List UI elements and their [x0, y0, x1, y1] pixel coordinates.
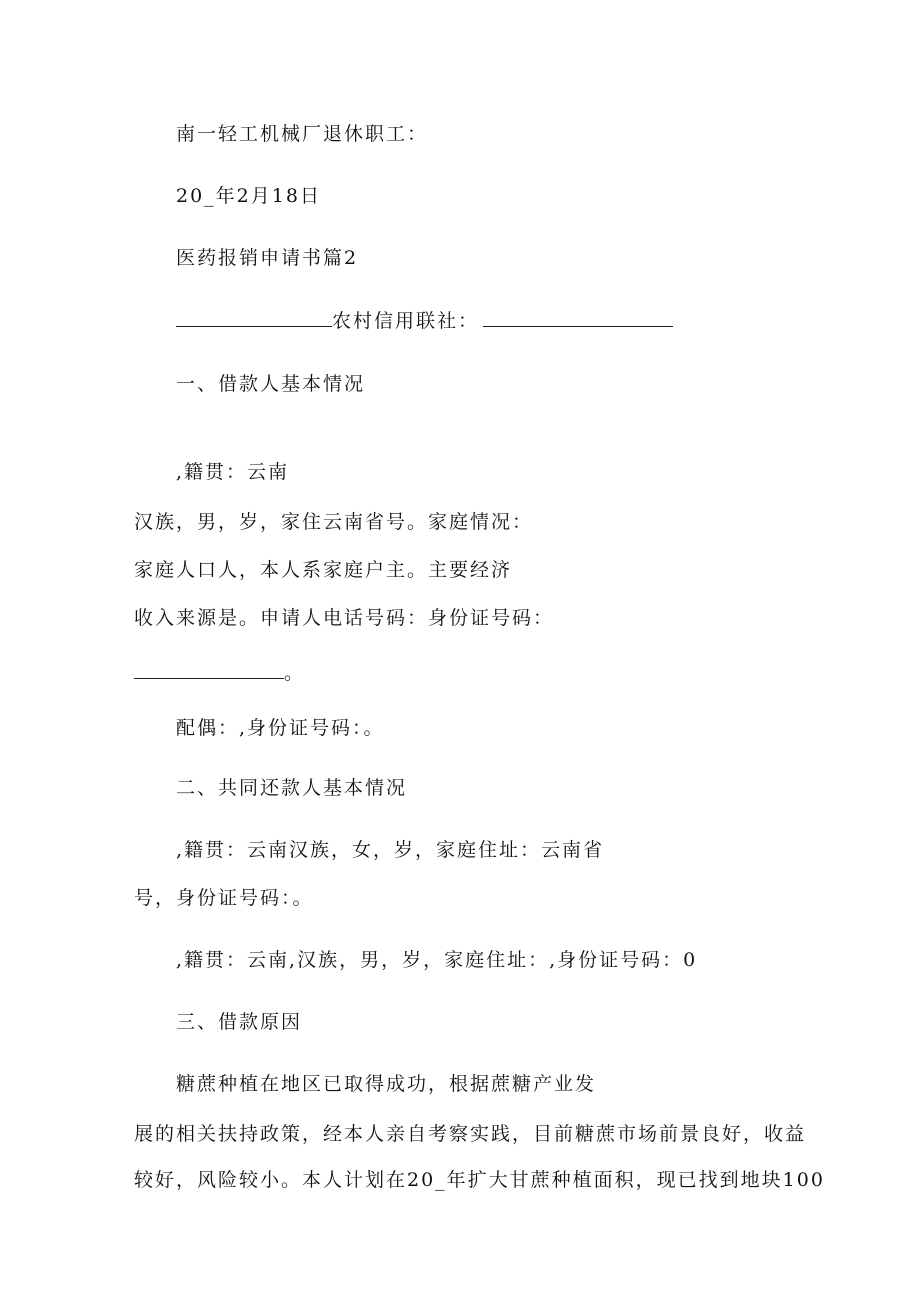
blank-field: [483, 308, 673, 327]
date-line: 20_年2月18日: [176, 185, 321, 207]
period-mark: 。: [284, 662, 306, 684]
blank-field: [134, 660, 284, 679]
section-heading: 医药报销申请书篇2: [176, 247, 359, 269]
body-text: 糖蔗种植在地区已取得成功，根据蔗糖产业发: [176, 1073, 597, 1095]
body-text: ,籍贯：云南汉族，女，岁，家庭住址：云南省: [176, 839, 605, 861]
heading-loan-reason: 三、借款原因: [176, 1011, 303, 1033]
heading-borrower-info: 一、借款人基本情况: [176, 373, 366, 395]
credit-union-line: [176, 308, 673, 333]
body-text: 汉族，男，岁，家住云南省号。家庭情况：: [134, 511, 534, 533]
body-text: ,籍贯：云南: [176, 461, 290, 483]
id-number-line: [134, 660, 305, 685]
recipient-line: 南一轻工机械厂退休职工：: [176, 123, 429, 145]
credit-union-label: 农村信用联社：: [332, 310, 480, 332]
body-text: ,籍贯：云南,汉族，男，岁，家庭住址：,身份证号码：0: [176, 949, 698, 971]
blank-field: [176, 308, 332, 327]
body-text: 较好，风险较小。本人计划在20_年扩大甘蔗种植面积，现已找到地块100: [134, 1169, 825, 1191]
heading-co-repayer: 二、共同还款人基本情况: [176, 777, 408, 799]
body-text: 收入来源是。申请人电话号码：身份证号码：: [134, 607, 555, 629]
body-text: 展的相关扶持政策，经本人亲自考察实践，目前糖蔗市场前景良好，收益: [134, 1123, 807, 1145]
body-text: 号，身份证号码：。: [134, 887, 314, 909]
body-text: 家庭人口人，本人系家庭户主。主要经济: [134, 559, 513, 581]
spouse-line: 配偶：,身份证号码：。: [176, 717, 385, 739]
